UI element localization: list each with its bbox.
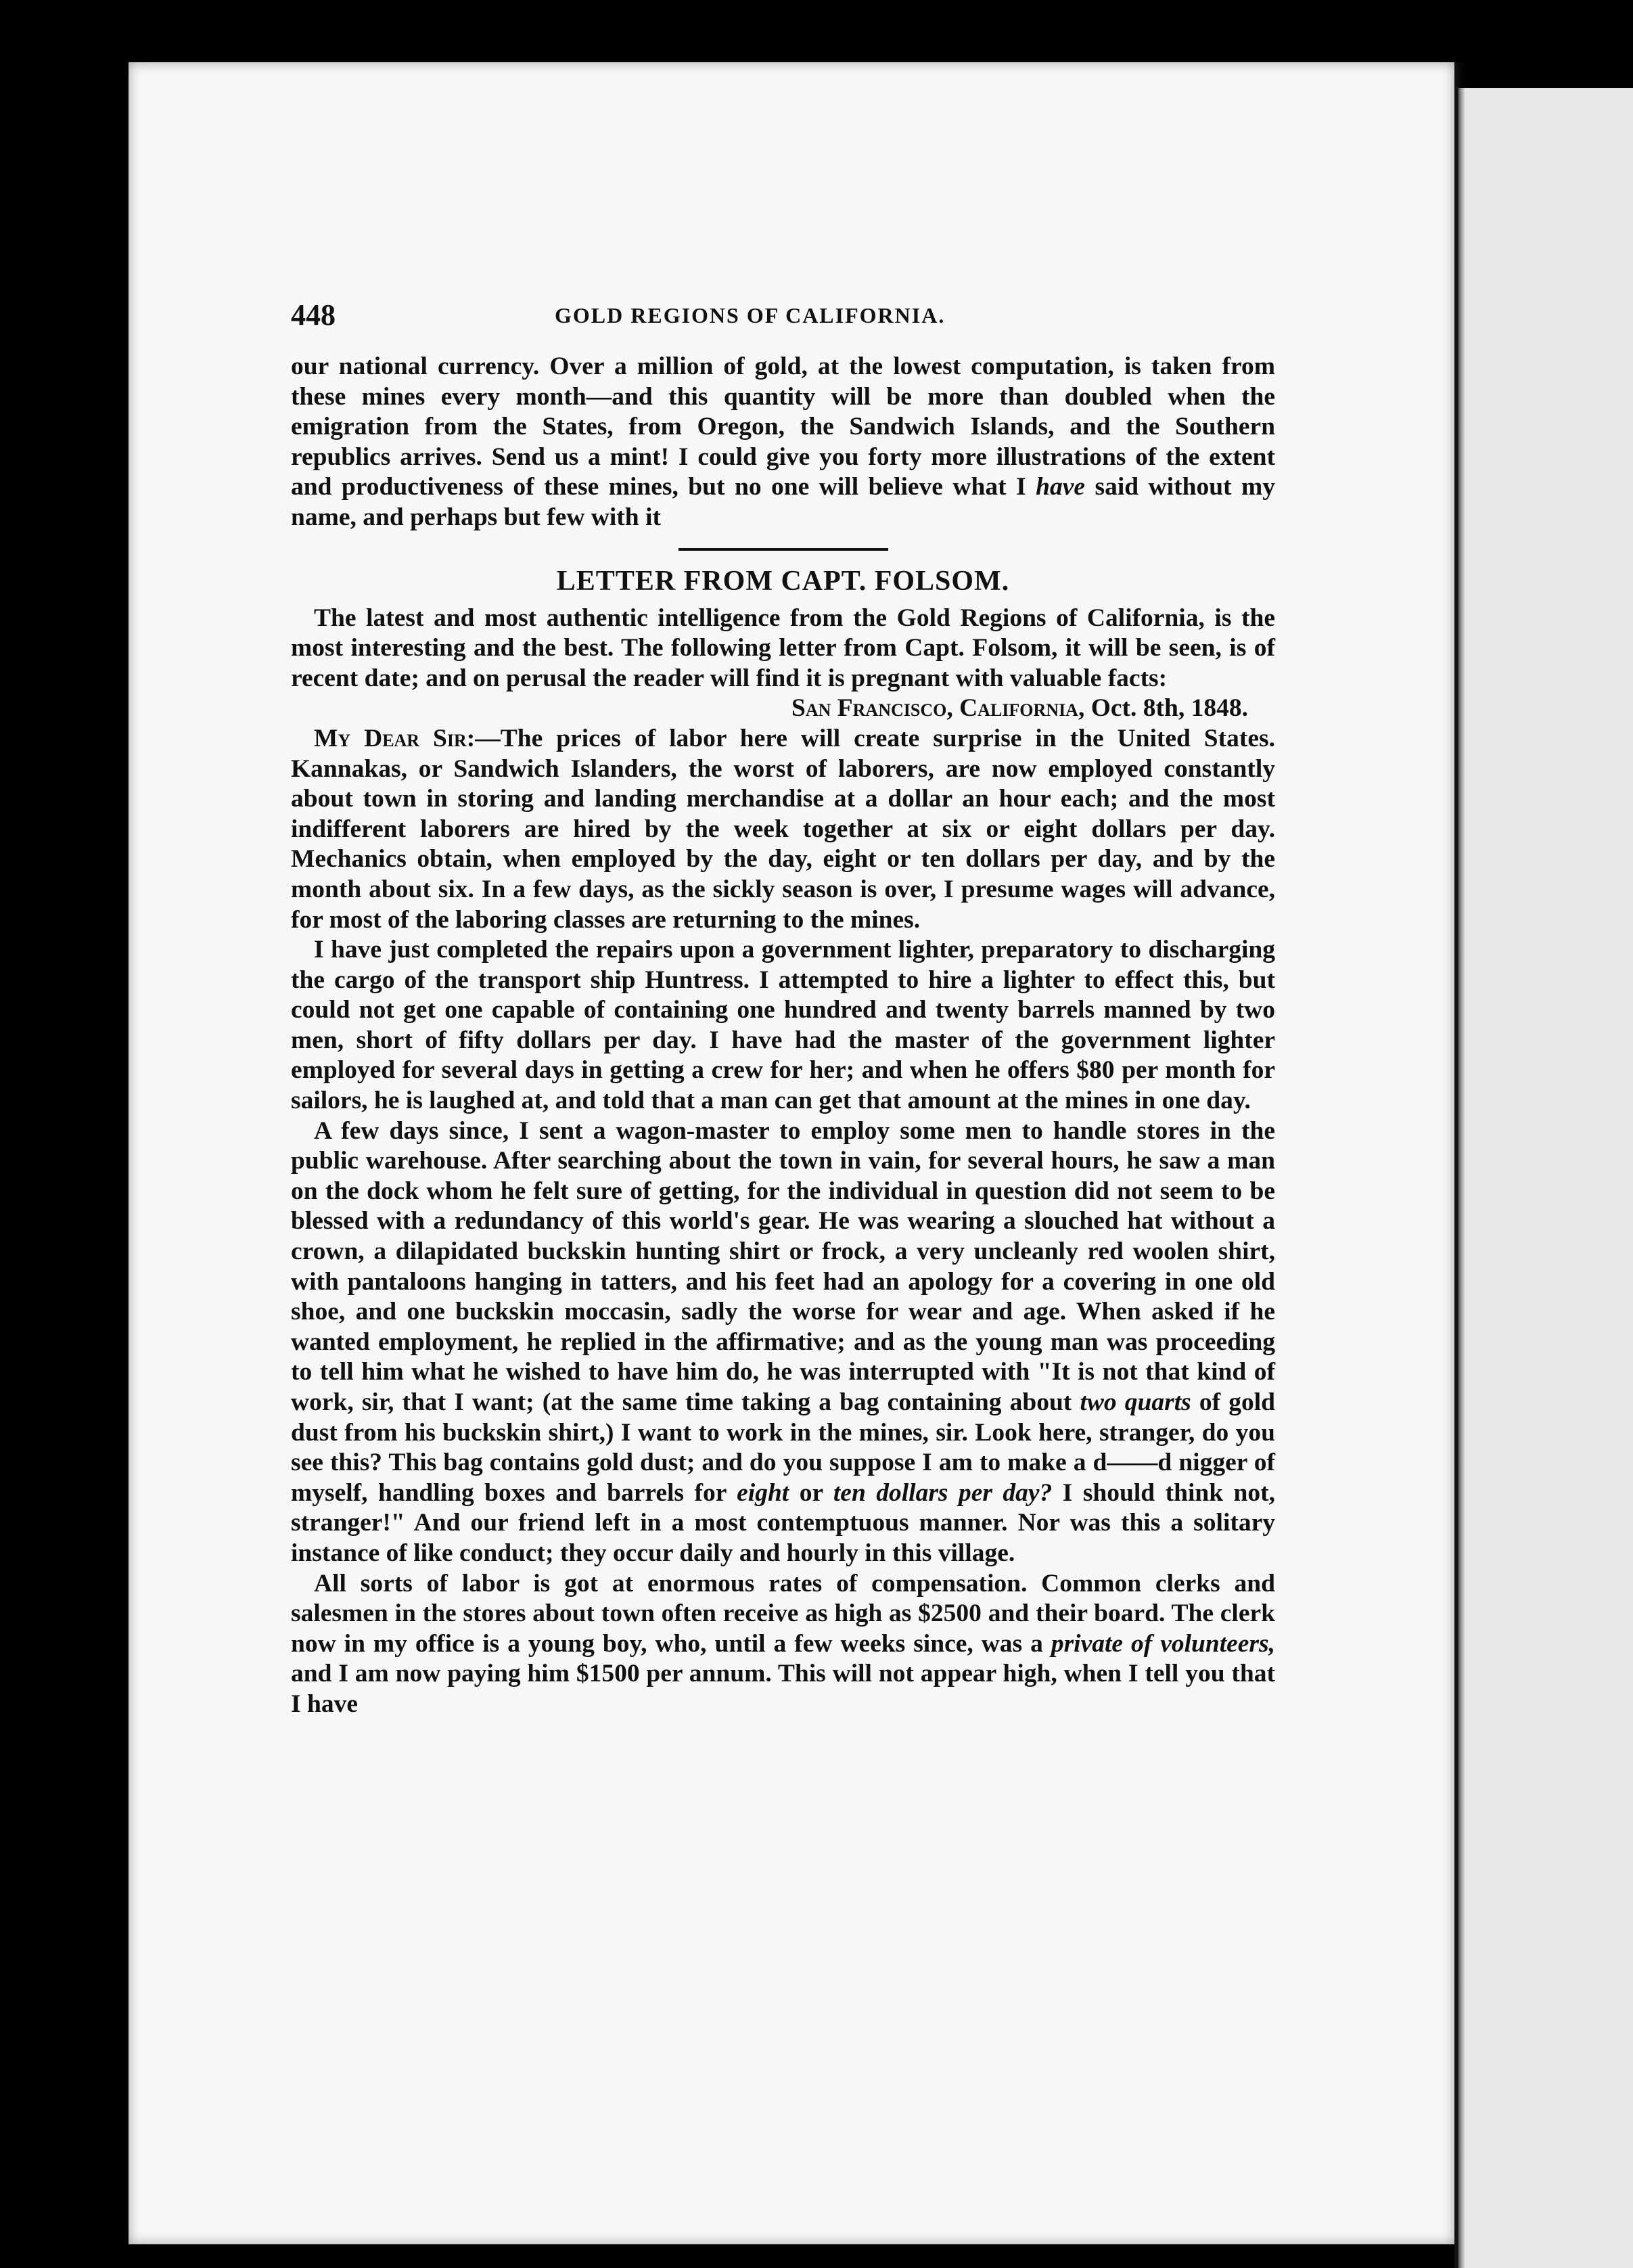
opening-paragraph: our national currency. Over a million of gold, at the lowest computation, is taken from these mines every month—and this quantity will be more than doubled when the emigration from the States, from Oregon, the Sandwich Islands, and the Southern republics arrives. Send us a mint! I could give you forty more illustrations of the extent and productiveness of these mines, but no one will believe what I have said without my name, and perhaps but few with it: [291, 353, 1275, 531]
section-heading: LETTER FROM CAPT. FOLSOM.: [556, 565, 1010, 597]
letter-paragraph-1: My Dear Sir:—The prices of labor here will create surprise in the United States. Kannakas, or Sandwich Islanders, the worst of laborers, are now employed constantly about town in storing and landing merchandise at a dollar an hour each; and the most indifferent laborers are hired by the week together at six or eight dollars per day. Mechanics obtain, when employed by the day, eight or ten dollars per day, and by the month about six. In a few days, as the sickly season is over, I presume wages will advance, for most of the laboring classes are returning to the mines.: [291, 724, 1275, 934]
letter-dateline: San Francisco, California, Oct. 8th, 1848.: [791, 694, 1248, 723]
running-head-title: GOLD REGIONS OF CALIFORNIA.: [555, 303, 946, 327]
facing-page-edge: [1454, 88, 1633, 2268]
letter-paragraph-4: All sorts of labor is got at enormous rates of compensation. Common clerks and salesmen in the stores about town often receive as high as $2500 and their board. The clerk now in my office is a young boy, who, until a few weeks since, was a private of volunteers, and I am now paying him $1500 per annum. This will not appear high, when I tell you that I have: [291, 1569, 1275, 1718]
page-number: 448: [291, 298, 336, 332]
letter-paragraph-3: A few days since, I sent a wagon-master to employ some men to handle stores in the public warehouse. After searching about the town in vain, for several hours, he saw a man on the dock whom he felt sure of getting, for the individual in question did not seem to be blessed with a redundancy of this world's gear. He was wearing a slouched hat without a crown, a dilapidated buckskin hunting shirt or frock, a very uncleanly red woolen shirt, with pantaloons hanging in tatters, and his feet had an apology for a covering in one old shoe, and one buckskin moccasin, sadly the worse for wear and age. When asked if he wanted employment, he replied in the affirmative; and as the young man was proceeding to tell him what he wished to have him do, he was interrupted with "It is not that kind of work, sir, that I want; (at the same time taking a bag containing about two quarts of gold dust from his buckskin shirt,) I want to work in the mines, sir. Look here, stranger, do you see this? This bag contains gold dust; and do you suppose I am to make a d——d nigger of myself, handling boxes and barrels for eight or ten dollars per day? I should think not, stranger!" And our friend left in a most contemptuous manner. Nor was this a solitary instance of like conduct; they occur daily and hourly in this village.: [291, 1116, 1276, 1567]
running-head: [291, 298, 1275, 352]
letter-paragraph-2: I have just completed the repairs upon a government lighter, preparatory to discharging the cargo of the transport ship Huntress. I attempted to hire a lighter to effect this, but could not get one capable of containing one hundred and twenty barrels manned by two men, short of fifty dollars per day. I have had the master of the government lighter employed for several days in getting a crew for her; and when he offers $80 per month for sailors, he is laughed at, and told that a man can get that amount at the mines in one day.: [291, 936, 1275, 1115]
section-rule: [678, 548, 888, 551]
page-text: [291, 298, 1275, 1720]
salutation: My Dear Sir:: [314, 724, 476, 752]
intro-paragraph: The latest and most authentic intelligence from the Gold Regions of California, is the most interesting and the best. The following letter from Capt. Folsom, it will be seen, is of recent date; and on perusal the reader will find it is pregnant with valuable facts:: [291, 604, 1275, 692]
gutter-shadow: [1454, 62, 1465, 2268]
